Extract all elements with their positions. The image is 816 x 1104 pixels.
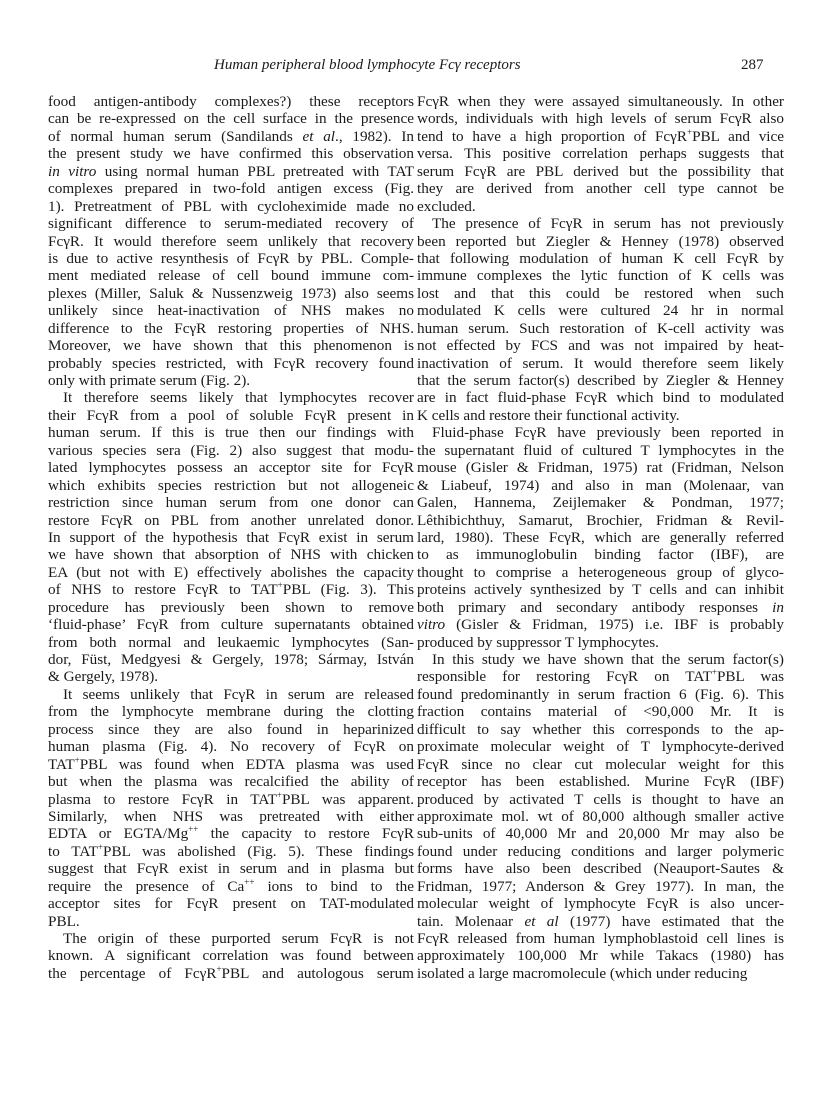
text-line: Lêthibichthuy, Samarut, Brochier, Fridman & Revil- xyxy=(417,511,784,529)
text-line: suggest that FcγR exist in serum and in plasma but xyxy=(48,860,414,878)
text-line: Similarly, when NHS was pretreated with either xyxy=(48,807,414,825)
text-line: EDTA or EGTA/Mg++ the capacity to restore FcγR xyxy=(48,824,414,843)
text-line: we have shown that absorption of NHS with chicken xyxy=(48,546,414,564)
text-line: to as immunoglobulin binding factor (IBF), are xyxy=(417,546,784,564)
text-line: difference to the FcγR restoring properties of NHS. xyxy=(48,319,414,337)
text-line: but when the plasma was recalcified the ability of xyxy=(48,773,414,791)
text-line: significant difference to serum-mediated recovery of xyxy=(48,215,414,233)
text-line: of NHS to restore FcγR to TAT+PBL (Fig. 3). This xyxy=(48,580,414,599)
text-line: tend to have a high proportion of FcγR+PBL and vice xyxy=(417,126,785,145)
text-line: Fridman, 1977; Anderson & Grey 1977). In man, the xyxy=(417,877,784,895)
text-line: FcγR since no clear cut molecular weight for this xyxy=(417,755,784,773)
text-line: found under reducing conditions and larger polymeric xyxy=(417,842,784,860)
text-line: words, individuals with high levels of serum FcγR also xyxy=(417,110,784,128)
text-line: not effected by FCS and was not impaired by heat- xyxy=(417,337,784,355)
right-column xyxy=(417,93,784,982)
text-line: require the presence of Ca++ ions to bind to the xyxy=(48,876,414,895)
text-line: immune complexes the lytic function of K cells was xyxy=(417,267,784,285)
text-line: been reported but Ziegler & Henney (1978) observed xyxy=(417,232,784,250)
text-line: In this study we have shown that the serum factor(s) xyxy=(432,651,784,668)
text-line: The presence of FcγR in serum has not previously xyxy=(432,215,784,233)
text-line: to TAT+PBL was abolished (Fig. 5). These findings xyxy=(48,841,414,860)
text-line: molecular weight of lymphocyte FcγR is also uncer- xyxy=(417,895,784,913)
text-line: EA (but not with E) effectively abolishes the capacity xyxy=(48,563,414,581)
text-line: the percentage of FcγR+PBL and autologous serum xyxy=(48,963,414,982)
text-line: lost and that this could be restored when such xyxy=(417,284,784,302)
text-line: that following modulation of human K cell FcγR by xyxy=(417,249,784,267)
text-line: lard, 1980). These FcγR, which are generally referred xyxy=(417,528,784,546)
text-line: is due to active resynthesis of FcγR by PBL. Comple- xyxy=(48,249,414,267)
text-line: mouse (Gisler & Fridman, 1975) rat (Fridman, Nelson xyxy=(417,459,784,477)
text-line: sub-units of 40,000 Mr and 20,000 Mr may also be xyxy=(417,825,784,843)
text-line: complexes prepared in two-fold antigen excess (Fig. xyxy=(48,180,414,198)
text-line: which exhibits species restriction but not allogeneic xyxy=(48,476,414,494)
text-line: restore FcγR on PBL from another unrelated donor. xyxy=(48,511,414,529)
text-line: fraction contains material of <90,000 Mr. It is xyxy=(417,703,784,721)
text-line: vitro (Gisler & Fridman, 1975) i.e. IBF is probably xyxy=(417,616,784,634)
text-line: produced by activated T cells is thought to have an xyxy=(417,790,784,808)
left-column xyxy=(48,93,414,982)
text-line: plexes (Miller, Saluk & Nussenzweig 1973) also seems xyxy=(48,284,414,302)
text-line: from both normal and leukaemic lymphocytes (San- xyxy=(48,633,414,651)
text-line: K cells and restore their functional activity. xyxy=(417,406,680,424)
text-line: approximate mol. wt of 80,000 although smaller active xyxy=(417,807,784,825)
text-line: of normal human serum (Sandilands et al., 1982). In xyxy=(48,127,414,145)
text-line: proximate molecular weight of T lymphocyte-derived xyxy=(417,738,784,756)
text-line: are in fact fluid-phase FcγR which bind to modulated xyxy=(417,389,784,407)
text-line: Moreover, we have shown that this phenomenon is xyxy=(48,337,414,355)
text-line: can be re-expressed on the cell surface in the presence xyxy=(48,110,414,128)
text-line: serum FcγR are PBL derived but the possibility that xyxy=(417,162,784,180)
text-line: only with primate serum (Fig. 2). xyxy=(48,372,251,389)
text-line: lated lymphocytes possess an acceptor site for FcγR xyxy=(48,459,414,477)
text-line: from the lymphocyte membrane during the clotting xyxy=(48,703,414,721)
text-line: human plasma (Fig. 4). No recovery of FcγR on xyxy=(48,738,414,756)
text-line: their FcγR from a pool of soluble FcγR present in xyxy=(48,406,414,424)
text-line: receptor has been established. Murine FcγR (IBF) xyxy=(417,773,784,791)
text-line: found predominantly in serum fraction 6 (Fig. 6). This xyxy=(417,685,784,703)
text-line: proteins actively synthesized by T cells and can inhibit xyxy=(417,581,784,599)
text-line: tain. Molenaar et al (1977) have estimated that the xyxy=(417,912,785,930)
text-line: responsible for restoring FcγR on TAT+PBL was xyxy=(417,667,784,686)
text-line: It seems unlikely that FcγR in serum are released xyxy=(63,685,414,703)
text-line: produced by suppressor T lymphocytes. xyxy=(417,633,659,651)
text-line: the supernatant fluid of cultured T lymphocytes in the xyxy=(417,441,784,459)
text-line: human serum. Such restoration of K-cell activity was xyxy=(417,319,784,337)
text-line: It therefore seems likely that lymphocytes recover xyxy=(63,389,414,407)
text-line: Galen, Hannema, Zeijlemaker & Pondman, 1977; xyxy=(417,494,784,512)
text-line: FcγR. It would therefore seem unlikely that recovery xyxy=(48,232,414,250)
page-number: 287 xyxy=(741,57,764,73)
text-line: plasma to restore FcγR in TAT+PBL was apparent. xyxy=(48,789,414,808)
text-line: in vitro using normal human PBL pretreated with TAT xyxy=(48,162,415,180)
text-line: versa. This positive correlation perhaps suggests that xyxy=(417,145,784,163)
text-line: ment mediated release of cell bound immune com- xyxy=(48,267,414,285)
text-line: TAT+PBL was found when EDTA plasma was used xyxy=(48,754,414,773)
text-line: process since they are also found in heparinized xyxy=(48,720,414,738)
text-line: they are derived from another cell type cannot be xyxy=(417,180,784,198)
running-head: Human peripheral blood lymphocyte Fcγ receptors xyxy=(214,57,521,73)
text-line: food antigen-antibody complexes?) these receptors xyxy=(48,93,414,110)
text-line: & Gergely, 1978). xyxy=(48,668,159,686)
text-line: acceptor sites for FcγR present on TAT-modulated xyxy=(48,895,414,913)
text-line: difficult to say whether this corresponds to the ap- xyxy=(417,720,784,738)
text-line: excluded. xyxy=(417,197,476,215)
text-line: probably species restricted, with FcγR recovery found xyxy=(48,354,414,372)
text-line: dor, Füst, Medgyesi & Gergely, 1978; Sármay, István xyxy=(48,651,414,668)
text-line: thought to comprise a heterogeneous group of glyco- xyxy=(417,563,784,581)
text-line: isolated a large macromolecule (which under reducing xyxy=(417,964,748,982)
text-line: human serum. If this is true then our findings with xyxy=(48,424,414,442)
text-line: approximately 100,000 Mr while Takacs (1980) has xyxy=(417,947,784,965)
text-line: PBL. xyxy=(48,912,80,930)
text-line: modulated K cells were cultured 24 hr in normal xyxy=(417,302,784,320)
text-line: both primary and secondary antibody responses in xyxy=(417,598,784,616)
text-line: FcγR when they were assayed simultaneously. In other xyxy=(417,93,784,110)
text-line: 1). Pretreatment of PBL with cycloheximide made no xyxy=(48,197,414,215)
text-line: procedure has previously been shown to remove xyxy=(48,598,414,616)
text-line: FcγR released from human lymphoblastoid cell lines is xyxy=(417,930,784,947)
text-line: ‘fluid-phase’ FcγR from culture supernatants obtained xyxy=(48,616,414,634)
text-line: restriction since human serum from one donor can xyxy=(48,494,414,512)
text-line: & Liabeuf, 1974) and also in man (Molenaar, van xyxy=(417,476,784,494)
text-line: In support of the hypothesis that FcγR exist in serum xyxy=(48,528,414,546)
text-line: The origin of these purported serum FcγR is not xyxy=(63,930,414,947)
text-line: known. A significant correlation was found between xyxy=(48,947,414,965)
text-line: Fluid-phase FcγR have previously been reported in xyxy=(432,424,784,442)
text-line: unlikely since heat-inactivation of NHS makes no xyxy=(48,302,414,320)
text-line: inactivation of serum. It would therefore seem likely xyxy=(417,354,784,372)
text-line: forms have also been described (Neauport-Sautes & xyxy=(417,860,784,878)
text-line: that the serum factor(s) described by Ziegler & Henney xyxy=(417,372,784,389)
text-line: the present study we have confirmed this observation xyxy=(48,145,414,163)
text-line: various species sera (Fig. 2) also suggest that modu- xyxy=(48,441,414,459)
